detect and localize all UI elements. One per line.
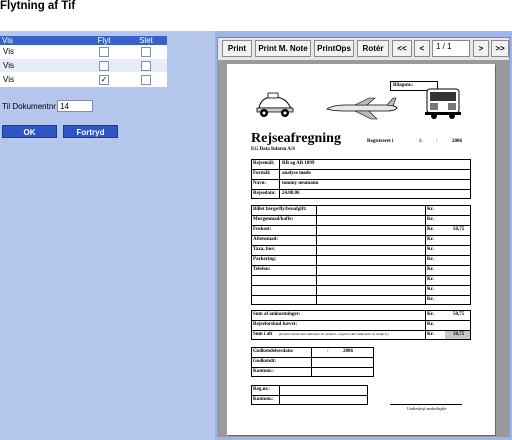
signature-label: Underskrift medarbejder xyxy=(407,406,447,411)
reg-label: Kontonr.: xyxy=(253,397,274,402)
sum-note: (Positivt beløb skal udbetales til medarb., negativt skal indbetales af medarb.) xyxy=(279,332,389,336)
slet-checkbox[interactable] xyxy=(141,47,151,57)
header-flyt: Flyt xyxy=(83,36,125,45)
approval-label: Godkendelsesdato: xyxy=(253,349,294,354)
table-row xyxy=(0,59,167,73)
info-label: Formål: xyxy=(253,171,271,176)
document-page xyxy=(227,64,495,435)
header-vis: Vis xyxy=(0,36,83,45)
expense-label: Telefon: xyxy=(253,267,271,272)
car-illustration xyxy=(253,88,295,120)
flyt-checkbox[interactable] xyxy=(99,61,109,71)
expense-kr: Kr. xyxy=(427,277,434,282)
next-page-button[interactable]: > xyxy=(473,40,489,57)
flyt-checkbox[interactable]: ✓ xyxy=(100,74,108,84)
signature-line xyxy=(390,404,462,405)
approval-label: Godkendt: xyxy=(253,359,277,364)
page-title: Flytning af Tif xyxy=(0,0,76,12)
sum-label: Rejseforskud hævet: xyxy=(253,322,298,327)
approval-year: 2006 xyxy=(343,349,353,354)
left-panel xyxy=(0,31,215,440)
bilagsnr-label: Bilagsnr.: xyxy=(393,83,414,88)
expense-kr: Kr. xyxy=(427,257,434,262)
info-label: Rejsemål: xyxy=(253,161,275,166)
slet-checkbox[interactable] xyxy=(141,61,151,71)
registreret-d: d. xyxy=(419,139,423,144)
page-indicator[interactable]: 1 / 1 xyxy=(432,40,470,57)
vis-table xyxy=(0,36,167,87)
expense-kr: Kr. xyxy=(427,287,434,292)
print-note-button[interactable]: Print M. Note xyxy=(255,40,311,57)
table-row xyxy=(0,73,167,87)
expense-kr: Kr. xyxy=(427,297,434,302)
info-value: RB og AB 1899 xyxy=(282,161,315,166)
print-ops-button[interactable]: PrintOps xyxy=(314,40,354,57)
info-value: analyse møde xyxy=(282,171,311,176)
registreret-label: Registreret i xyxy=(367,139,394,144)
expense-kr: Kr. xyxy=(427,267,434,272)
expense-kr: Kr. xyxy=(427,217,434,222)
approval-label: Kontonr.: xyxy=(253,369,274,374)
expense-kr: Kr. xyxy=(427,237,434,242)
document-title: Rejseafregning xyxy=(251,131,341,146)
expense-label: Aftensmad: xyxy=(253,237,278,242)
row-label: Vis xyxy=(0,59,83,73)
row-label: Vis xyxy=(0,73,83,87)
company-name: EG Data Inform A/S xyxy=(251,147,296,152)
flyt-checkbox[interactable] xyxy=(99,47,109,57)
expense-label: Frokost: xyxy=(253,227,272,232)
info-value: 24.08.06 xyxy=(282,191,300,196)
info-label: Navn: xyxy=(253,181,267,186)
prev-page-button[interactable]: < xyxy=(414,40,430,57)
expense-label: Billet færge/fly/broafgift: xyxy=(253,207,307,212)
reg-label: Reg.nr.: xyxy=(253,387,271,392)
sum-label: Sum af omkostninger: xyxy=(253,312,301,317)
print-button[interactable]: Print xyxy=(222,40,252,57)
expense-label: Parkering: xyxy=(253,257,277,262)
sum-amount: 50,75 xyxy=(453,332,465,337)
registreret-year: 2006 xyxy=(452,139,462,144)
expense-amount: 50,75 xyxy=(453,227,465,232)
dokumentnr-label: Til Dokumentnr xyxy=(2,102,56,111)
cancel-button[interactable]: Fortryd xyxy=(63,125,118,138)
sum-amount: 50,75 xyxy=(453,312,465,317)
info-value: tommy neumann xyxy=(282,181,319,186)
sum-label: Sum i alt xyxy=(253,332,273,337)
expense-label: Taxa, bus: xyxy=(253,247,276,252)
airplane-illustration xyxy=(325,96,399,120)
ok-button[interactable]: OK xyxy=(2,125,57,138)
expense-kr: Kr. xyxy=(427,227,434,232)
expense-kr: Kr. xyxy=(427,247,434,252)
expense-kr: Kr. xyxy=(427,207,434,212)
vis-table-header xyxy=(0,36,167,45)
expense-label: Morgenmad/kaffe: xyxy=(253,217,294,222)
dokumentnr-input[interactable] xyxy=(57,100,93,112)
approval-slash: / xyxy=(327,349,329,354)
table-row xyxy=(0,45,167,59)
sum-kr: Kr. xyxy=(427,332,434,337)
sum-kr: Kr. xyxy=(427,322,434,327)
row-label: Vis xyxy=(0,45,83,59)
registreret-slash: / xyxy=(436,139,438,144)
bus-illustration xyxy=(424,86,462,120)
slet-checkbox[interactable] xyxy=(141,75,151,85)
first-page-button[interactable]: << xyxy=(392,40,412,57)
rotate-button[interactable]: Rotér xyxy=(357,40,389,57)
info-label: Rejsedato: xyxy=(253,191,276,196)
last-page-button[interactable]: >> xyxy=(491,40,509,57)
header-slet: Slet xyxy=(125,36,167,45)
sum-kr: Kr. xyxy=(427,312,434,317)
